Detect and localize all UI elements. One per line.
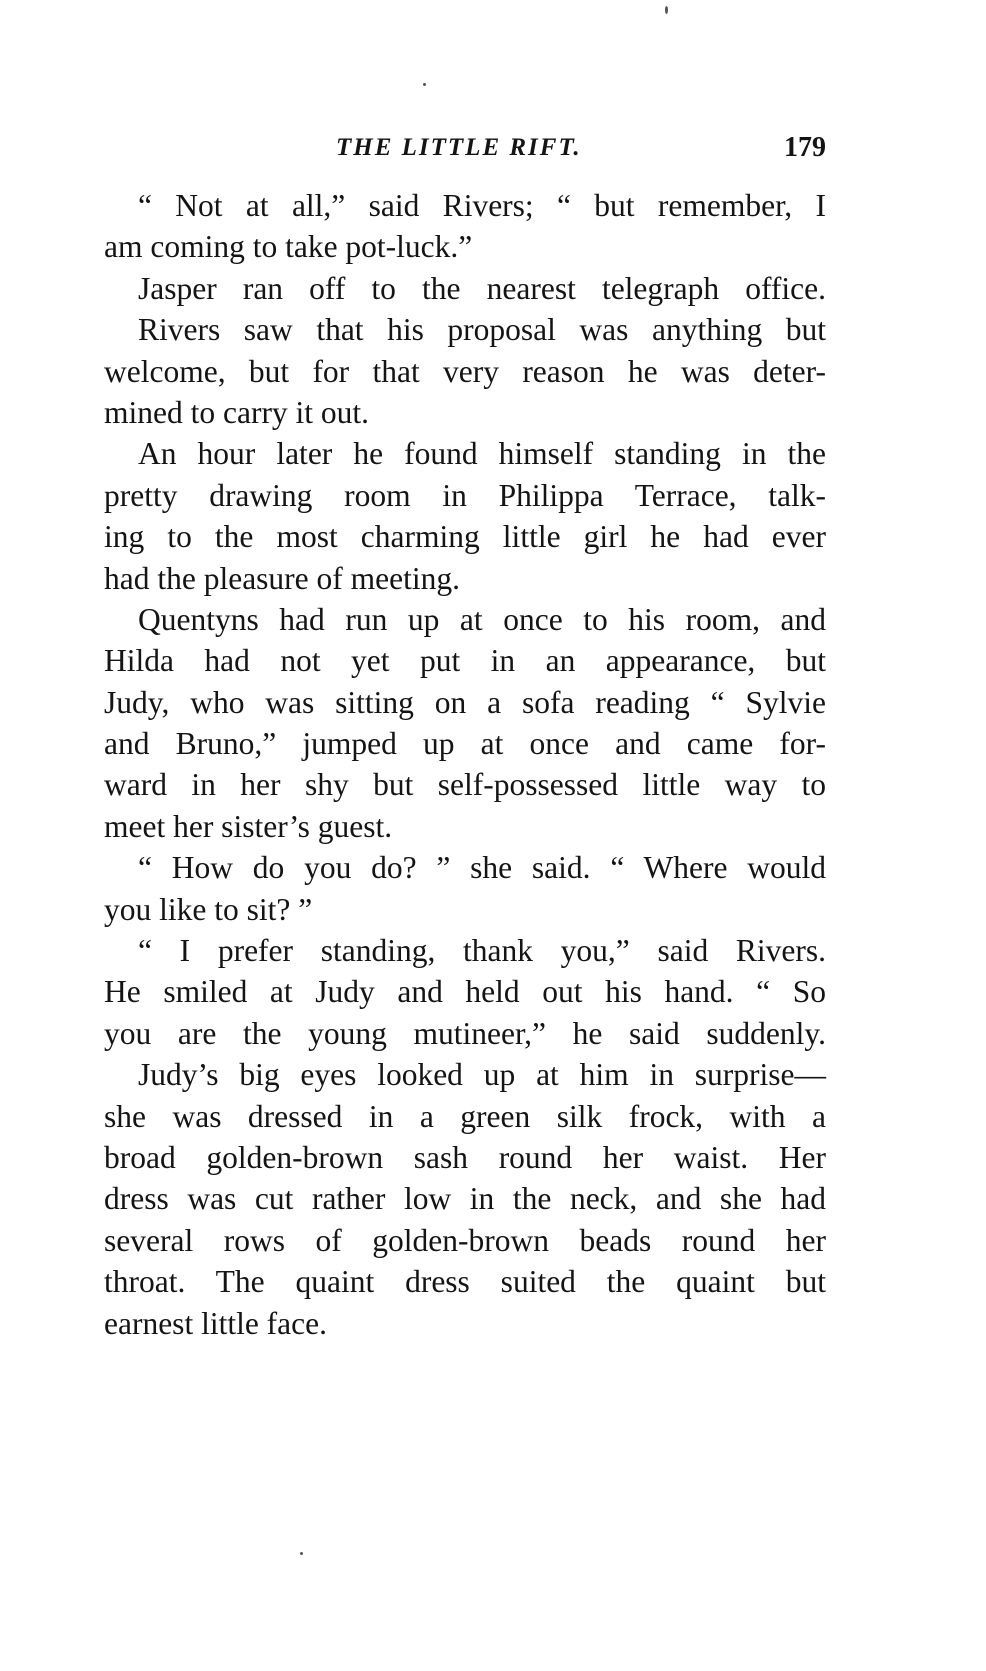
text-line: several rows of golden-brown beads round her (104, 1222, 826, 1258)
text-line: mined to carry it out. (104, 394, 370, 430)
text-line: dress was cut rather low in the neck, and she had (104, 1181, 826, 1217)
text-line: you are the young mutineer,” he said suddenly. (104, 1015, 826, 1051)
text-line: An hour later he found himself standing in the (138, 436, 826, 472)
text-line: had the pleasure of meeting. (104, 560, 460, 596)
text-line: Judy, who was sitting on a sofa reading “ Sylvie (104, 684, 826, 720)
text-line: “ How do you do? ” she said. “ Where would (138, 850, 826, 886)
text-line: ing to the most charming little girl he had ever (104, 519, 826, 555)
body-text (104, 185, 826, 1344)
text-line: Jasper ran off to the nearest telegraph office. (138, 270, 826, 306)
text-line: Quentyns had run up at once to his room, and (138, 601, 826, 637)
text-line: welcome, but for that very reason he was deter- (104, 353, 826, 389)
text-line: “ I prefer standing, thank you,” said Rivers. (138, 933, 826, 969)
text-line: Hilda had not yet put in an appearance, but (104, 643, 826, 679)
text-line: He smiled at Judy and held out his hand. “ So (104, 974, 826, 1010)
text-line: pretty drawing room in Philippa Terrace, talk- (104, 477, 826, 513)
text-line: earnest little face. (104, 1305, 327, 1341)
running-title: THE LITTLE RIFT. (336, 134, 582, 161)
page-number: 179 (784, 132, 826, 163)
print-speck (665, 6, 668, 14)
text-line: Judy’s big eyes looked up at him in surprise— (138, 1057, 826, 1093)
text-line: and Bruno,” jumped up at once and came for- (104, 726, 826, 762)
text-line: Rivers saw that his proposal was anything but (138, 312, 826, 348)
text-line: she was dressed in a green silk frock, with a (104, 1098, 826, 1134)
print-speck (423, 83, 426, 86)
text-line: am coming to take pot-luck.” (104, 229, 473, 265)
text-line: ward in her shy but self-possessed little way to (104, 767, 826, 803)
text-line: “ Not at all,” said Rivers; “ but remember, I (138, 188, 826, 223)
print-speck (300, 1552, 303, 1555)
text-line: broad golden-brown sash round her waist. Her (104, 1139, 826, 1175)
page-header (104, 128, 826, 168)
text-line: you like to sit? ” (104, 891, 313, 927)
text-line: meet her sister’s guest. (104, 808, 393, 844)
text-line: throat. The quaint dress suited the quaint but (104, 1264, 826, 1300)
